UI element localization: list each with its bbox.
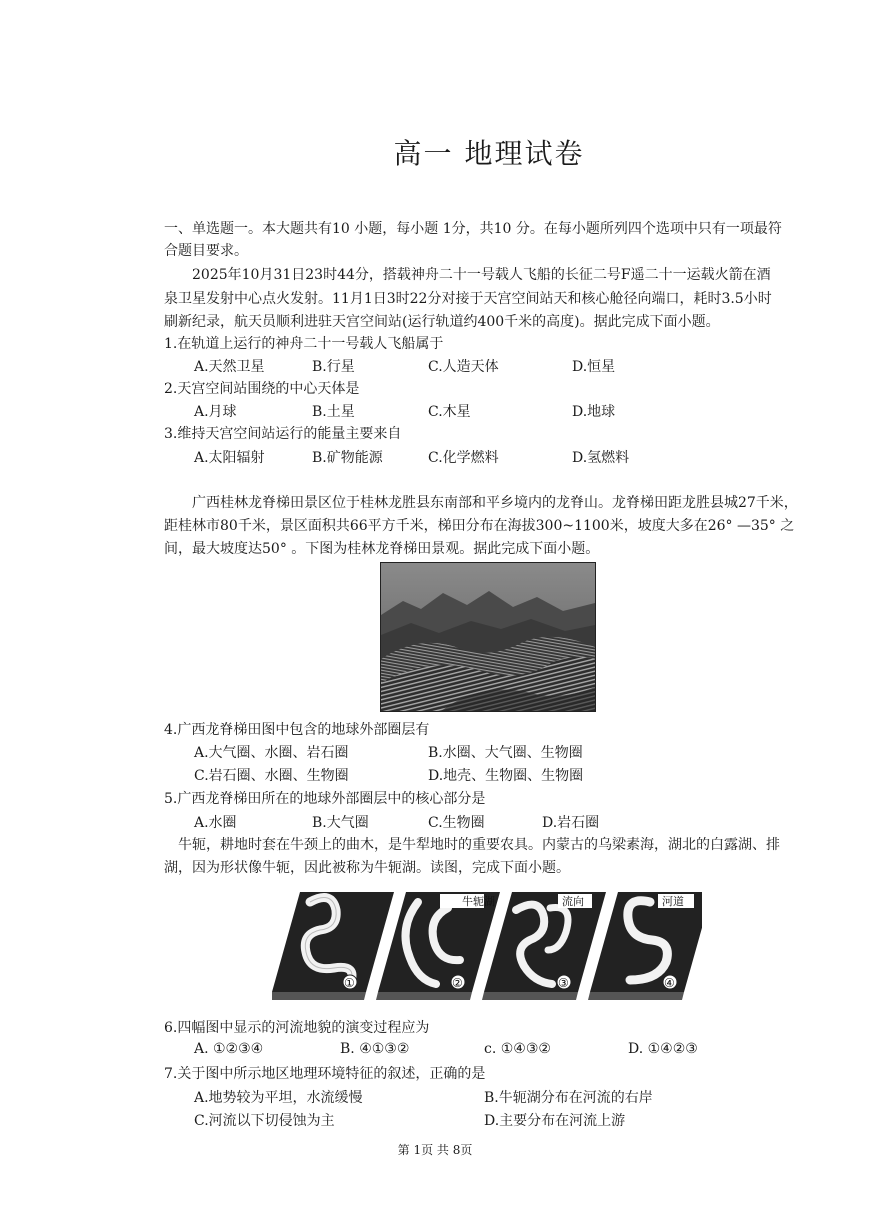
question-5-option[interactable]: B.大气圈 xyxy=(312,815,369,831)
passage3-line: 牛轭，耕地时套在牛颈上的曲木，是牛犁地时的重要农具。内蒙古的乌梁素海，湖北的白露湖、排 xyxy=(178,837,780,853)
river-channel-label: 河道 xyxy=(662,896,684,908)
question-1-option[interactable]: B.行星 xyxy=(312,359,355,375)
diagram-panel-1 xyxy=(272,892,394,1000)
question-4-option[interactable]: A.大气圈、水圈、岩石圈 xyxy=(194,745,349,761)
passage3-line: 湖，因为形状像牛轭，因此被称为牛轭湖。读图，完成下面小题。 xyxy=(164,860,570,876)
question-4-option[interactable]: D.地壳、生物圈、生物圈 xyxy=(428,768,584,784)
question-7-option[interactable]: D.主要分布在河流上游 xyxy=(484,1113,626,1129)
passage2-line: 广西桂林龙脊梯田景区位于桂林龙胜县东南部和平乡境内的龙脊山。龙脊梯田距龙胜县城27千米， xyxy=(192,495,798,511)
question-4-option[interactable]: C.岩石圈、水圈、生物圈 xyxy=(194,768,349,784)
section-heading-line2: 合题目要求。 xyxy=(164,243,248,259)
question-6-option[interactable]: B. ④①③② xyxy=(340,1041,410,1057)
question-4-option[interactable]: B.水圈、大气圈、生物圈 xyxy=(428,745,583,761)
flow-direction-label: 流向 xyxy=(562,896,584,908)
diagram-panel-2 xyxy=(376,892,500,1000)
oxbow-lake-label: 牛轭湖 xyxy=(462,896,495,908)
question-3-stem: 3.维持天宫空间站运行的能量主要来自 xyxy=(164,426,402,442)
question-5-option[interactable]: C.生物圈 xyxy=(428,815,485,831)
question-2-option[interactable]: B.土星 xyxy=(312,404,355,420)
question-7-option[interactable]: A.地势较为平坦，水流缓慢 xyxy=(194,1090,363,1106)
question-5-option[interactable]: D.岩石圈 xyxy=(542,815,600,831)
question-1-option[interactable]: D.恒星 xyxy=(572,359,616,375)
diagram-panel-4 xyxy=(588,892,702,1000)
question-1-stem: 1.在轨道上运行的神舟二十一号载人飞船属于 xyxy=(164,336,444,352)
question-3-option[interactable]: A.太阳辐射 xyxy=(194,450,265,466)
question-2-option[interactable]: C.木星 xyxy=(428,404,471,420)
oxbow-lake-diagram xyxy=(272,888,702,1006)
question-7-option[interactable]: B.牛轭湖分布在河流的右岸 xyxy=(484,1090,653,1106)
question-3-option[interactable]: C.化学燃料 xyxy=(428,450,499,466)
passage2-line: 距桂林市80千米，景区面积共66平方千米，梯田分布在海拔300~1100米，坡度大多在26° —35° 之 xyxy=(164,518,795,534)
terrace-photo xyxy=(380,562,596,712)
section-heading-line1: 一、单选题一。本大题共有10 小题，每小题 1分，共10 分。在每小题所列四个选项中只有一项最符 xyxy=(164,221,782,237)
question-2-stem: 2.天宫空间站围绕的中心天体是 xyxy=(164,381,360,397)
question-6-stem: 6.四幅图中显示的河流地貌的演变过程应为 xyxy=(164,1020,430,1036)
question-4-stem: 4.广西龙脊梯田图中包含的地球外部圈层有 xyxy=(164,722,430,738)
passage1-line: 2025年10月31日23时44分，搭载神舟二十一号载人飞船的长征二号F遥二十一运载火箭在酒 xyxy=(192,267,771,283)
question-2-option[interactable]: D.地球 xyxy=(572,404,616,420)
panel-number-3: ③ xyxy=(558,976,569,990)
passage2-line: 间，最大坡度达50° 。下图为桂林龙脊梯田景观。据此完成下面小题。 xyxy=(164,541,600,557)
question-6-option[interactable]: c. ①④③② xyxy=(484,1041,551,1057)
question-6-option[interactable]: A. ①②③④ xyxy=(194,1041,264,1057)
question-5-option[interactable]: A.水圈 xyxy=(194,815,237,831)
passage1-line: 刷新纪录，航天员顺利进驻天宫空间站(运行轨道约400千米的高度)。据此完成下面小题。 xyxy=(164,314,720,330)
question-6-option[interactable]: D. ①④②③ xyxy=(628,1041,698,1057)
question-1-option[interactable]: C.人造天体 xyxy=(428,359,499,375)
question-7-stem: 7.关于图中所示地区地理环境特征的叙述，正确的是 xyxy=(164,1066,486,1082)
question-2-option[interactable]: A.月球 xyxy=(194,404,237,420)
panel-number-2: ② xyxy=(452,976,463,990)
question-3-option[interactable]: D.氢燃料 xyxy=(572,450,630,466)
panel-number-1: ① xyxy=(344,976,355,990)
question-3-option[interactable]: B.矿物能源 xyxy=(312,450,383,466)
question-5-stem: 5.广西龙脊梯田所在的地球外部圈层中的核心部分是 xyxy=(164,791,486,807)
panel-number-4: ④ xyxy=(664,976,675,990)
page-title: 高一 地理试卷 xyxy=(393,137,585,170)
diagram-panel-3 xyxy=(482,892,606,1000)
page-footer: 第 1页 共 8页 xyxy=(397,1143,473,1157)
passage1-line: 泉卫星发射中心点火发射。11月1日3时22分对接于天宫空间站天和核心舱径向端口，耗时3.5小时 xyxy=(164,291,772,307)
question-1-option[interactable]: A.天然卫星 xyxy=(194,359,265,375)
question-7-option[interactable]: C.河流以下切侵蚀为主 xyxy=(194,1113,335,1129)
